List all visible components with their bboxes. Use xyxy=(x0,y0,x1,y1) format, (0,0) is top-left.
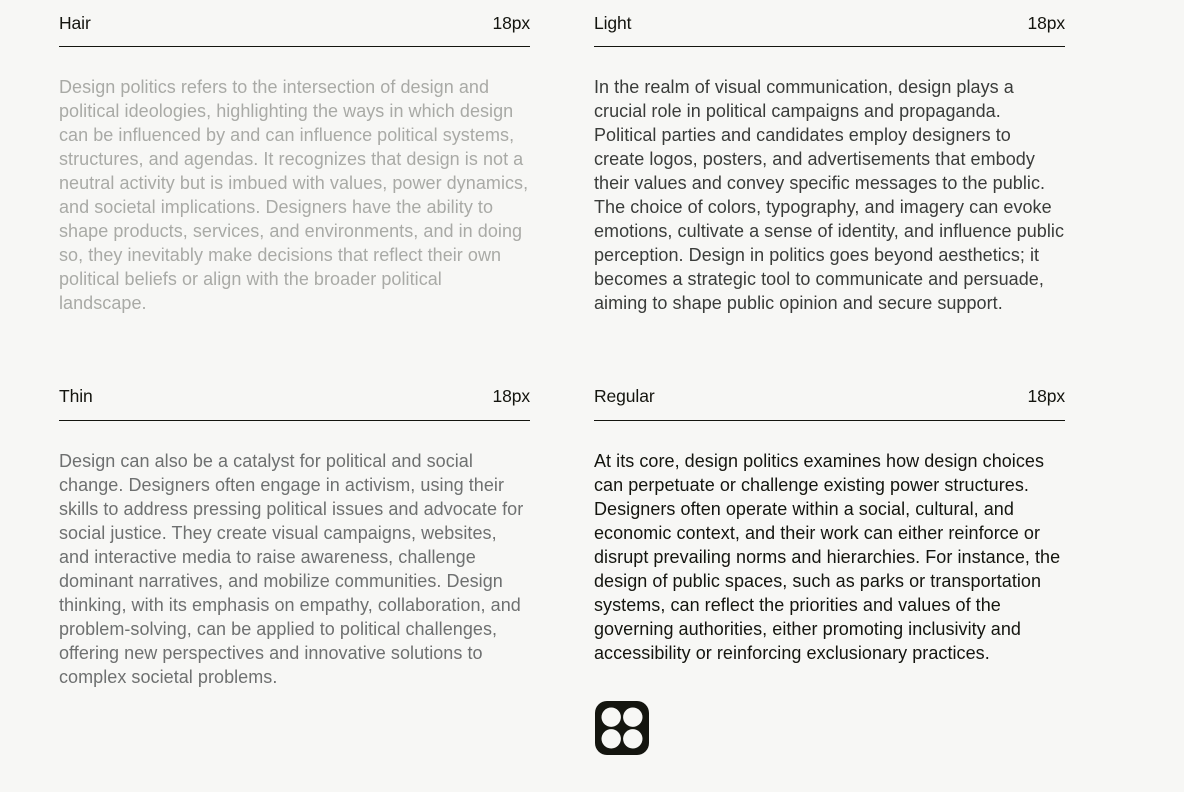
specimen-header xyxy=(59,14,530,47)
font-size-label: 18px xyxy=(492,386,530,407)
font-size-label: 18px xyxy=(1027,386,1065,407)
weight-name-label: Hair xyxy=(59,13,91,33)
specimen-sample-text: Design politics refers to the intersection of design and political ideologies, highlighting the ways in which design can be influenced by and can influence political systems, structures, and agendas. It recognizes that design is not a neutral activity but is imbued with values, power dynamics, and societal implications. Designers have the ability to shape products, services, and environments, and in doing so, they inevitably make decisions that reflect their own political beliefs or align with the broader political landscape. xyxy=(59,77,529,314)
specimen-hair xyxy=(59,14,530,315)
font-size-label: 18px xyxy=(1027,13,1065,33)
specimen-regular xyxy=(594,387,1065,688)
specimen-grid xyxy=(59,14,1065,689)
specimen-thin xyxy=(59,387,530,688)
weight-name-label: Thin xyxy=(59,386,93,407)
specimen-sample-text: Design can also be a catalyst for political and social change. Designers often engage in activism, using their skills to address pressing political issues and advocate for social justice. They create visual campaigns, websites, and interactive media to raise awareness, challenge dominant narratives, and mobilize communities. Design thinking, with its emphasis on empathy, collaboration, and problem-solving, can be applied to political challenges, offering new perspectives and innovative solutions to complex societal problems. xyxy=(59,450,524,687)
weight-name-label: Regular xyxy=(594,386,655,407)
weight-name-label: Light xyxy=(594,13,632,33)
specimen-header xyxy=(59,387,530,420)
font-size-label: 18px xyxy=(492,13,530,33)
specimen-header xyxy=(594,14,1065,47)
specimen-light xyxy=(594,14,1065,315)
specimen-header xyxy=(594,387,1065,420)
four-circles-rounded-square-logo xyxy=(595,701,649,755)
specimen-sample-text: In the realm of visual communication, design plays a crucial role in political campaigns and propaganda. Political parties and candidates employ designers to create logos, posters, and advertisements that embody their values and convey specific messages to the public. The choice of colors, typography, and imagery can evoke emotions, cultivate a sense of identity, and influence public perception. Design in politics goes beyond aesthetics; it becomes a strategic tool to communicate and persuade, aiming to shape public opinion and secure support. xyxy=(594,77,1064,314)
specimen-sample-text: At its core, design politics examines how design choices can perpetuate or challenge existing power structures. Designers often operate within a social, cultural, and economic context, and their work can either reinforce or disrupt prevailing norms and hierarchies. For instance, the design of public spaces, such as parks or transportation systems, can reflect the priorities and values of the governing authorities, either promoting inclusivity and accessibility or reinforcing exclusionary practices. xyxy=(594,450,1061,663)
